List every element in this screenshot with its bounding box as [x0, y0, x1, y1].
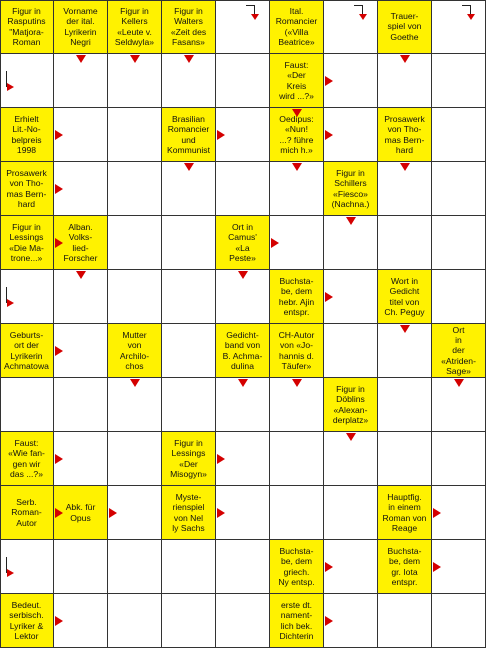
arrow-side-right-icon	[6, 287, 14, 303]
answer-cell[interactable]	[108, 162, 162, 216]
arrow-bend-down-icon	[246, 5, 255, 15]
arrow-right-icon	[217, 130, 225, 140]
clue-text: Figur in Schillers «Fiesco» (Nachna.)	[331, 168, 370, 209]
clue-text: Buchsta- be, dem griech. Ny entsp.	[278, 546, 315, 587]
clue-text: Figur in Lessings «Der Misogyn»	[170, 438, 207, 479]
clue-cell	[432, 324, 486, 378]
answer-cell[interactable]	[162, 216, 216, 270]
clue-cell	[0, 432, 54, 486]
clue-text: Ital. Romancier («Villa Beatrice»	[275, 6, 318, 47]
arrow-right-icon	[55, 508, 63, 518]
answer-cell[interactable]	[432, 270, 486, 324]
clue-cell	[108, 324, 162, 378]
clue-cell	[162, 486, 216, 540]
clue-text: Gedicht- band von B. Achma- dulina	[222, 330, 263, 371]
clue-text: Figur in Rasputins "Matjora- Roman	[7, 6, 46, 47]
clue-cell	[378, 270, 432, 324]
clue-text: Geburts- ort der Lyrikerin Achmatowa	[4, 330, 49, 371]
clue-cell	[270, 54, 324, 108]
answer-cell[interactable]	[216, 162, 270, 216]
clue-text: Prosawerk von Tho- mas Bern- hard	[6, 168, 47, 209]
answer-cell[interactable]	[162, 324, 216, 378]
answer-cell[interactable]	[378, 594, 432, 648]
arrow-down-icon	[130, 55, 140, 63]
clue-text: CH-Autor von «Jo- hannis d. Täufer»	[278, 330, 315, 371]
clue-text: Abk. für Opus	[65, 502, 96, 523]
answer-cell[interactable]	[432, 594, 486, 648]
arrow-down-icon	[400, 163, 410, 171]
clue-text: Prosawerk von Tho- mas Bern- hard	[384, 114, 425, 155]
arrow-right-icon	[55, 454, 63, 464]
clue-cell	[378, 0, 432, 54]
clue-text: Buchsta- be, dem hebr. Ajin entspr.	[278, 276, 315, 317]
clue-cell	[324, 162, 378, 216]
arrow-down-icon	[76, 271, 86, 279]
arrow-right-icon	[217, 454, 225, 464]
arrow-right-icon	[325, 292, 333, 302]
answer-cell[interactable]	[108, 216, 162, 270]
clue-text: Faust: «Der Kreis wird ...?»	[279, 60, 314, 101]
clue-text: Trauer- spiel von Goethe	[387, 11, 422, 42]
answer-cell[interactable]	[162, 594, 216, 648]
arrow-down-icon	[130, 379, 140, 387]
answer-cell[interactable]	[216, 54, 270, 108]
arrow-right-icon	[55, 238, 63, 248]
arrow-right-icon	[325, 616, 333, 626]
answer-cell[interactable]	[378, 216, 432, 270]
answer-cell[interactable]	[378, 432, 432, 486]
answer-cell[interactable]	[108, 594, 162, 648]
arrow-right-icon	[217, 508, 225, 518]
clue-cell	[0, 0, 54, 54]
clue-text: Mutter von Archilo- chos	[119, 330, 150, 371]
answer-cell[interactable]	[270, 432, 324, 486]
answer-cell[interactable]	[216, 540, 270, 594]
arrow-down-icon	[76, 55, 86, 63]
answer-cell[interactable]	[324, 0, 378, 54]
arrow-down-icon	[292, 109, 302, 117]
clue-cell	[378, 540, 432, 594]
answer-cell[interactable]	[324, 486, 378, 540]
arrow-right-icon	[325, 130, 333, 140]
answer-cell[interactable]	[432, 108, 486, 162]
arrow-side-right-icon	[6, 71, 14, 87]
clue-cell	[324, 378, 378, 432]
clue-cell	[270, 540, 324, 594]
clue-cell	[270, 270, 324, 324]
arrow-down-icon	[400, 325, 410, 333]
answer-cell[interactable]	[162, 378, 216, 432]
arrow-down-icon	[346, 433, 356, 441]
clue-cell	[0, 108, 54, 162]
clue-cell	[0, 594, 54, 648]
clue-text: Buchsta- be, dem gr. Iota entspr.	[387, 546, 422, 587]
clue-cell	[0, 162, 54, 216]
clue-text: Figur in Lessings «Die Ma- trone...»	[9, 222, 44, 263]
arrow-right-icon	[55, 130, 63, 140]
answer-cell[interactable]	[432, 432, 486, 486]
clue-cell	[270, 324, 324, 378]
answer-cell[interactable]	[432, 0, 486, 54]
arrow-down-icon	[238, 379, 248, 387]
clue-text: Myste- rienspiel von Nel ly Sachs	[172, 492, 205, 533]
arrow-side-right-icon	[6, 557, 14, 573]
clue-cell	[0, 324, 54, 378]
clue-text: Ort in der «Atriden- Sage»	[441, 325, 476, 376]
arrow-bend-down-icon	[354, 5, 363, 15]
arrow-down-icon	[454, 379, 464, 387]
clue-text: Oedipus: «Nun! ...? führe mich h.»	[279, 114, 314, 155]
clue-text: Ort in Camus' «La Peste»	[228, 222, 257, 263]
clue-text: Erhielt Lit.-No- belpreis 1998	[11, 114, 42, 155]
answer-cell[interactable]	[54, 378, 108, 432]
clue-cell	[270, 594, 324, 648]
clue-cell	[162, 0, 216, 54]
arrow-right-icon	[55, 184, 63, 194]
clue-text: Faust: «Wie fan- gen wir das ...?»	[8, 438, 45, 479]
clue-cell	[54, 0, 108, 54]
clue-cell	[378, 108, 432, 162]
answer-cell[interactable]	[432, 162, 486, 216]
answer-cell[interactable]	[216, 594, 270, 648]
answer-cell[interactable]	[108, 270, 162, 324]
answer-cell[interactable]	[378, 378, 432, 432]
answer-cell[interactable]	[108, 108, 162, 162]
arrow-down-icon	[346, 217, 356, 225]
clue-text: Bedeut. serbisch. Lyriker & Lektor	[9, 600, 44, 641]
clue-cell	[378, 486, 432, 540]
clue-cell	[270, 0, 324, 54]
arrow-right-icon	[433, 562, 441, 572]
answer-cell[interactable]	[108, 540, 162, 594]
arrow-down-icon	[292, 379, 302, 387]
clue-text: Figur in Döblins «Alexan- derplatz»	[332, 384, 369, 425]
clue-cell	[108, 0, 162, 54]
clue-cell	[0, 486, 54, 540]
answer-cell[interactable]	[270, 486, 324, 540]
answer-cell[interactable]	[432, 216, 486, 270]
arrow-right-icon	[325, 562, 333, 572]
clue-cell	[216, 324, 270, 378]
clue-cell	[216, 216, 270, 270]
clue-cell	[162, 108, 216, 162]
arrow-down-icon	[238, 271, 248, 279]
clue-text: Figur in Walters «Zeit des Fasans»	[170, 6, 207, 47]
clue-text: Serb. Roman- Autor	[11, 497, 42, 528]
arrow-right-icon	[55, 346, 63, 356]
answer-cell[interactable]	[432, 54, 486, 108]
answer-cell[interactable]	[108, 432, 162, 486]
answer-cell[interactable]	[54, 540, 108, 594]
arrow-right-icon	[109, 508, 117, 518]
clue-text: Brasilian Romancier und Kommunist	[167, 114, 210, 155]
clue-cell	[162, 432, 216, 486]
arrow-down-icon	[184, 163, 194, 171]
clue-text: Figur in Kellers «Leute v. Seldwyla»	[114, 6, 155, 47]
arrow-down-icon	[292, 163, 302, 171]
arrow-bend-down-icon	[462, 5, 471, 15]
clue-text: erste dt. nament- lich bek. Dichterin	[279, 600, 314, 641]
answer-cell[interactable]	[324, 324, 378, 378]
clue-cell	[0, 216, 54, 270]
answer-cell[interactable]	[162, 540, 216, 594]
arrow-right-icon	[271, 238, 279, 248]
arrow-right-icon	[325, 76, 333, 86]
clue-text: Vorname der ital. Lyrikerin Negri	[63, 6, 98, 47]
arrow-down-icon	[400, 55, 410, 63]
clue-text: Alban. Volks- lied- Forscher	[63, 222, 98, 263]
answer-cell[interactable]	[162, 270, 216, 324]
answer-cell[interactable]	[216, 0, 270, 54]
arrow-right-icon	[55, 616, 63, 626]
arrow-right-icon	[433, 508, 441, 518]
answer-cell[interactable]	[0, 378, 54, 432]
clue-text: Hauptfig. in einem Roman von Reage	[382, 492, 427, 533]
clue-text: Wort in Gedicht titel von Ch. Peguy	[384, 276, 425, 317]
arrow-down-icon	[184, 55, 194, 63]
